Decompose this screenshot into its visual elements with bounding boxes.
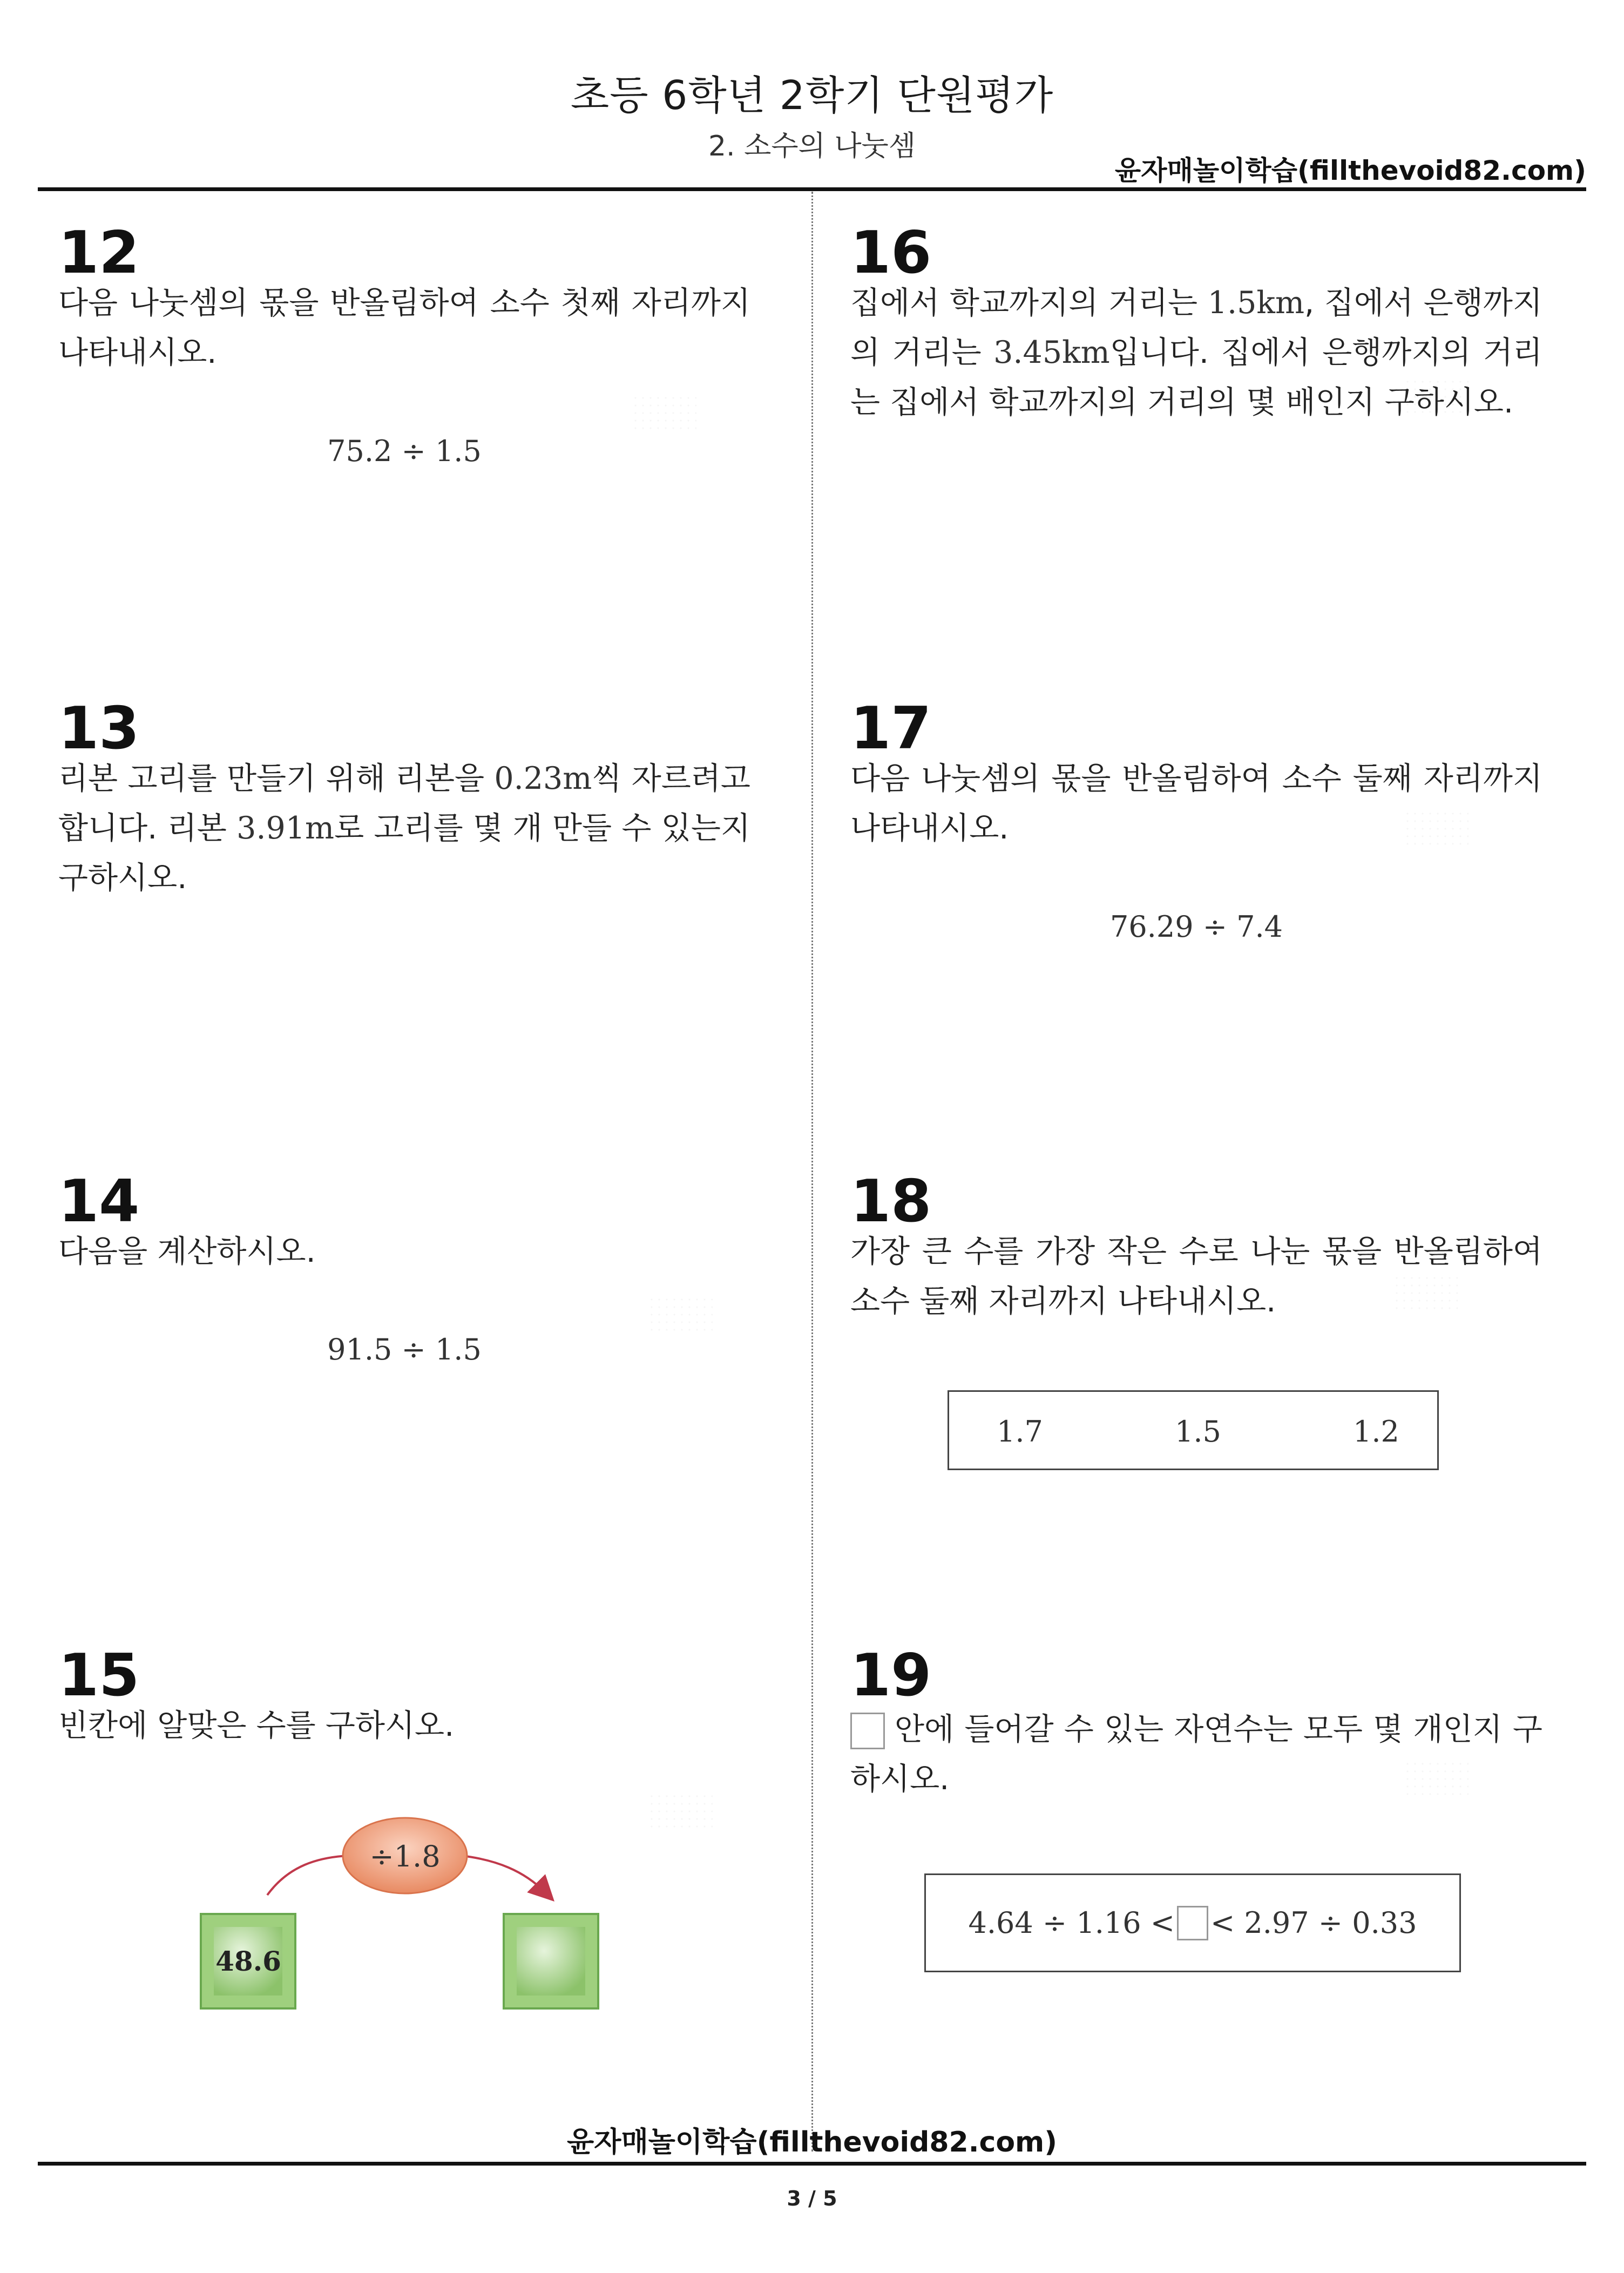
question-12-expression: 75.2 ÷ 1.5 <box>327 434 482 468</box>
inequality-right: < 2.97 ÷ 0.33 <box>1210 1906 1417 1940</box>
question-number-16: 16 <box>850 219 932 287</box>
question-16-distance-2: 3.45km <box>993 335 1110 370</box>
question-16-distance-1: 1.5km <box>1207 285 1305 321</box>
question-number-18: 18 <box>850 1168 932 1235</box>
inequality-box <box>924 1873 1461 1972</box>
unit-subtitle: 2. 소수의 나눗셈 <box>708 130 916 163</box>
question-16-text-part: , 집에서 은행까지의 거리는 <box>850 285 1542 370</box>
start-value: 48.6 <box>215 1945 281 1977</box>
question-16-text-part: 입니다. 집에서 은행까지의 거리는 집에서 학교까지의 거리의 몇 배인지 구하시오. <box>850 335 1542 420</box>
footer-rule <box>38 2162 1586 2166</box>
question-number-12: 12 <box>58 219 140 287</box>
question-19-text <box>850 1704 1542 1804</box>
question-13-length-1: 0.23m <box>494 761 592 796</box>
brand-footer: 윤자매놀이학습(fillthevoid82.com) <box>566 2126 1057 2159</box>
header-rule <box>38 187 1586 191</box>
inequality-blank[interactable] <box>1177 1906 1208 1940</box>
number-card-item: 1.2 <box>1353 1415 1399 1449</box>
arrow-curve-right <box>462 1856 545 1892</box>
question-18-text: 가장 큰 수를 가장 작은 수로 나눈 몫을 반올림하여 소수 둘째 자리까지 나타내시오. <box>850 1234 1542 1319</box>
watermark-mark <box>648 1792 713 1830</box>
page-title: 초등 6학년 2학기 단원평가 <box>570 72 1054 119</box>
question-19-text-body: 안에 들어갈 수 있는 자연수는 모두 몇 개인지 구하시오. <box>850 1711 1542 1797</box>
question-14-text: 다음을 계산하시오. <box>58 1234 316 1269</box>
question-number-13: 13 <box>58 695 140 762</box>
column-divider <box>811 192 813 2152</box>
watermark-mark <box>648 1296 713 1334</box>
answer-box-inner <box>517 1927 585 1995</box>
question-13-text-part: 씩 자르려고 합니다. 리본 <box>58 761 750 846</box>
page-number: 3 / 5 <box>787 2187 837 2210</box>
brand-header: 윤자매놀이학습(fillthevoid82.com) <box>1114 155 1586 186</box>
question-12-text: 다음 나눗셈의 몫을 반올림하여 소수 첫째 자리까지 나타내시오. <box>58 285 750 370</box>
watermark-mark <box>632 394 696 432</box>
arrow-curve-left <box>267 1856 348 1895</box>
question-16-text-part: 집에서 학교까지의 거리는 <box>850 285 1208 321</box>
question-17-text: 다음 나눗셈의 몫을 반올림하여 소수 둘째 자리까지 나타내시오. <box>850 761 1542 846</box>
question-number-14: 14 <box>58 1168 140 1235</box>
blank-box-icon <box>850 1713 885 1749</box>
question-13-text-part: 로 고리를 몇 개 만들 수 있는지 구하시오. <box>58 810 750 896</box>
number-card-box <box>948 1390 1439 1470</box>
inequality-left: 4.64 ÷ 1.16 < <box>968 1906 1175 1940</box>
number-card-item: 1.5 <box>1175 1415 1221 1449</box>
question-15-text: 빈칸에 알맞은 수를 구하시오. <box>58 1708 455 1743</box>
question-13-length-2: 3.91m <box>236 810 335 846</box>
arrow-diagram <box>200 1806 610 2011</box>
question-number-15: 15 <box>58 1642 140 1709</box>
number-card-item: 1.7 <box>997 1415 1043 1449</box>
question-14-expression: 91.5 ÷ 1.5 <box>327 1332 482 1366</box>
question-13-text <box>58 754 750 903</box>
operator-label: ÷1.8 <box>369 1839 441 1873</box>
question-13-text-part: 리본 고리를 만들기 위해 리본을 <box>58 761 495 796</box>
question-16-text <box>850 278 1542 427</box>
question-number-17: 17 <box>850 695 932 762</box>
arrow-diagram-graphic <box>200 1806 610 2011</box>
question-17-expression: 76.29 ÷ 7.4 <box>1109 910 1283 944</box>
question-number-19: 19 <box>850 1642 932 1709</box>
